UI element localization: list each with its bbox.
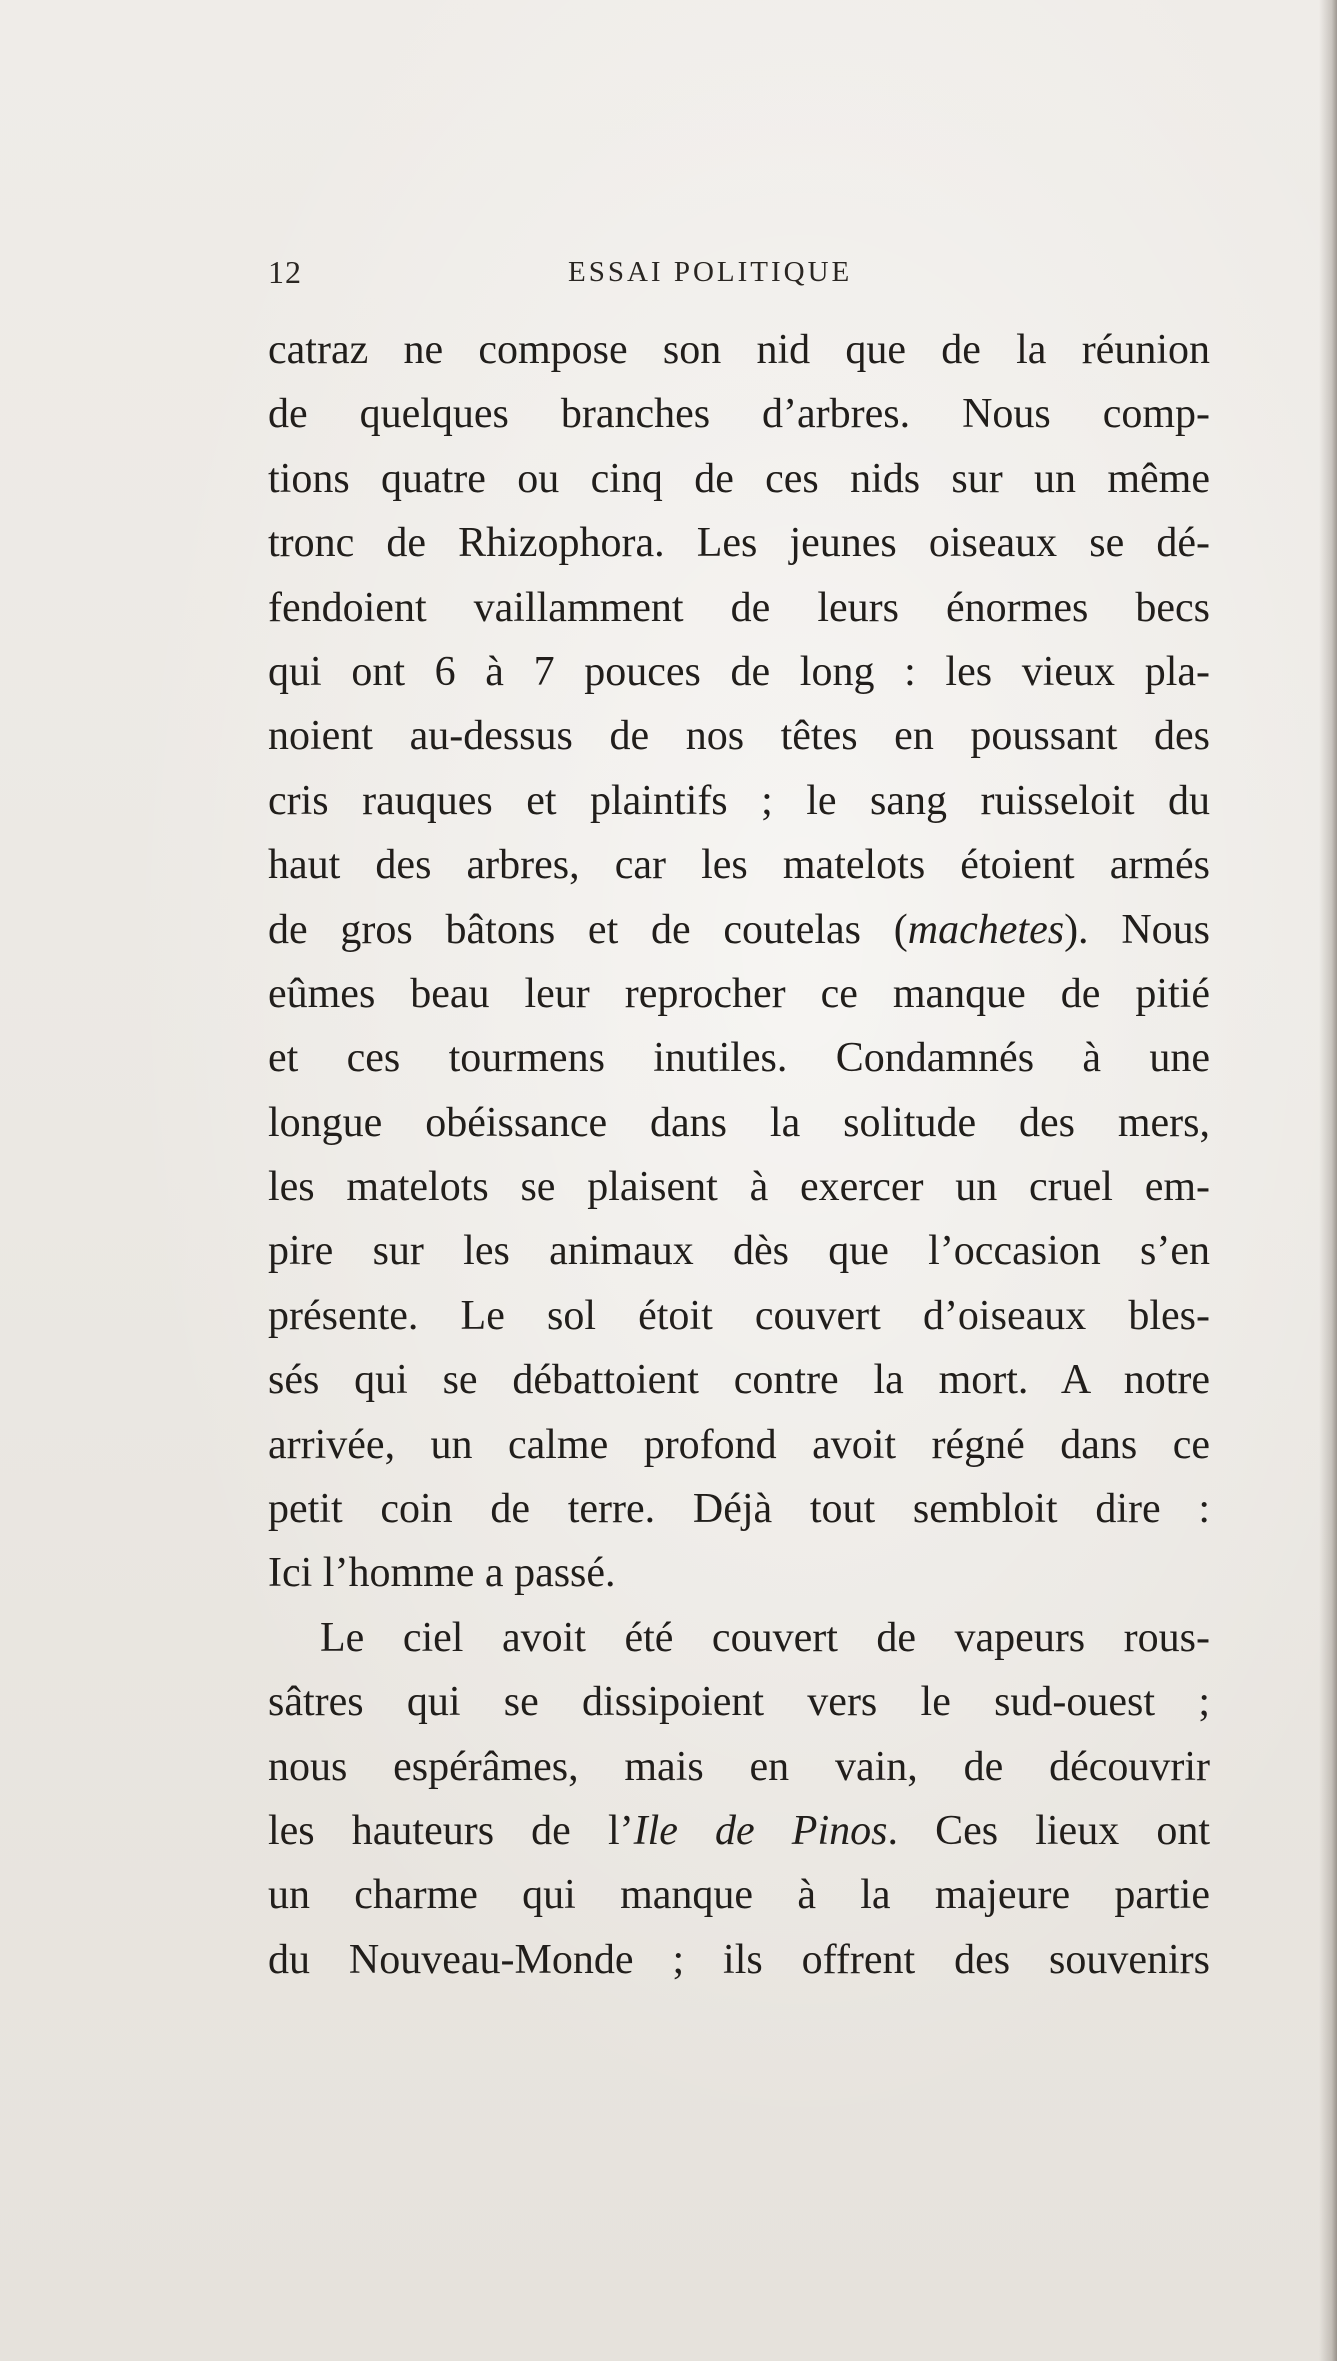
text-line-indented: Le ciel avoit été couvert de vapeurs rous-	[320, 1614, 1210, 1661]
page-edge-shadow	[1319, 0, 1337, 2361]
text-segment: de gros bâtons et de coutelas (	[268, 906, 908, 953]
text-line: de quelques branches d’arbres. Nous comp-	[268, 391, 1210, 438]
text-line: noient au-dessus de nos têtes en poussant des	[268, 713, 1210, 760]
text-line: tions quatre ou cinq de ces nids sur un même	[268, 455, 1210, 502]
text-line: pire sur les animaux dès que l’occasion s’en	[268, 1228, 1210, 1275]
text-line: petit coin de terre. Déjà tout sembloit dire :	[268, 1486, 1210, 1533]
text-line: sâtres qui se dissipoient vers le sud-ouest ;	[268, 1679, 1210, 1726]
text-segment: ). Nous	[1064, 906, 1210, 953]
text-line: haut des arbres, car les matelots étoient armés	[268, 842, 1210, 889]
page-number: 12	[268, 254, 302, 290]
running-head-title: ESSAI POLITIQUE	[568, 256, 853, 288]
text-line: nous espérâmes, mais en vain, de découvrir	[268, 1743, 1210, 1790]
italic-term: machetes	[907, 906, 1065, 953]
text-line: longue obéissance dans la solitude des mers,	[268, 1099, 1210, 1146]
text-line: Ici l’homme a passé.	[268, 1550, 616, 1597]
text-line: et ces tourmens inutiles. Condamnés à une	[268, 1035, 1210, 1082]
body-text	[268, 318, 1210, 1992]
text-line-with-italic	[268, 1799, 1210, 1863]
text-line: les matelots se plaisent à exercer un cruel em-	[268, 1164, 1210, 1211]
running-head	[268, 254, 1273, 294]
text-line: présente. Le sol étoit couvert d’oiseaux bles-	[268, 1292, 1210, 1339]
italic-place-name: Ile de Pinos	[633, 1807, 888, 1854]
text-line: arrivée, un calme profond avoit régné dans ce	[268, 1421, 1210, 1468]
text-line: tronc de Rhizophora. Les jeunes oiseaux se dé-	[268, 520, 1210, 567]
text-line: fendoient vaillamment de leurs énormes becs	[268, 584, 1210, 631]
text-line: du Nouveau-Monde ; ils offrent des souvenirs	[268, 1936, 1210, 1983]
text-segment: . Ces lieux ont	[887, 1807, 1210, 1854]
text-line-with-italic	[268, 898, 1210, 962]
text-line: un charme qui manque à la majeure partie	[268, 1872, 1210, 1919]
text-line: qui ont 6 à 7 pouces de long : les vieux pla-	[268, 648, 1210, 695]
text-line: sés qui se débattoient contre la mort. A notre	[268, 1357, 1210, 1404]
text-line: eûmes beau leur reprocher ce manque de pitié	[268, 970, 1210, 1017]
text-line: catraz ne compose son nid que de la réunion	[268, 327, 1210, 373]
text-line: cris rauques et plaintifs ; le sang ruisseloit du	[268, 777, 1210, 824]
text-segment: les hauteurs de l’	[268, 1807, 634, 1854]
